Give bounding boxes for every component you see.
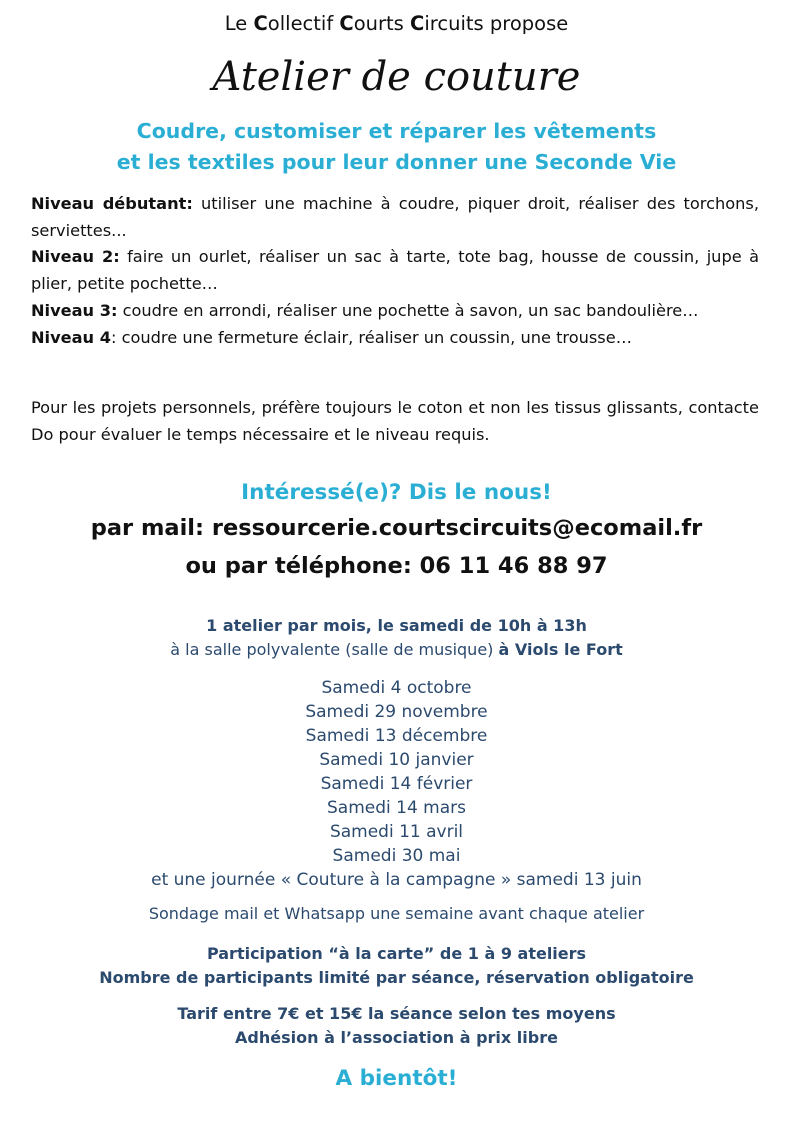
schedule-venue: à la salle polyvalente (salle de musique) à Viols le Fort xyxy=(170,640,623,659)
intro-word-2: ourts xyxy=(353,12,411,35)
subtitle xyxy=(0,116,793,178)
date-item-special: et une journée « Couture à la campagne » samedi 13 juin xyxy=(151,870,642,890)
date-item: Samedi 4 octobre xyxy=(321,678,472,698)
projects-paragraph: Pour les projets personnels, préfère toujours le coton et non les tissus glissants, contacte Do pour évaluer le temps nécessaire et le niveau requis. xyxy=(31,398,759,444)
schedule-info xyxy=(0,614,793,662)
level-label: Niveau 2: xyxy=(31,247,120,267)
pricing-line-2: Adhésion à l’association à prix libre xyxy=(235,1028,558,1047)
survey-note: Sondage mail et Whatsapp une semaine avant chaque atelier xyxy=(148,904,645,923)
page-title: Atelier de couture xyxy=(212,54,581,100)
closing-message: A bientôt! xyxy=(335,1066,458,1091)
intro-initial-c2: C xyxy=(339,12,354,35)
date-item: Samedi 13 décembre xyxy=(305,726,488,746)
date-item: Samedi 30 mai xyxy=(332,846,461,866)
intro-word-1: ollectif xyxy=(267,12,340,35)
participation-line-1: Participation “à la carte” de 1 à 9 ateliers xyxy=(206,944,587,963)
levels-list xyxy=(31,191,759,351)
subtitle-line-1: Coudre, customiser et réparer les vêtements xyxy=(136,119,657,143)
pricing-line-1: Tarif entre 7€ et 15€ la séance selon tes moyens xyxy=(177,1004,616,1023)
level-text: coudre en arrondi, réaliser une pochette à savon, un sac bandoulière… xyxy=(117,300,699,320)
level-item xyxy=(31,191,759,244)
interested-heading: Intéressé(e)? Dis le nous! xyxy=(241,480,552,505)
dates-list xyxy=(0,676,793,892)
participation-line-2: Nombre de participants limité par séance, réservation obligatoire xyxy=(99,968,694,987)
level-label: Niveau débutant: xyxy=(31,194,193,213)
contact-mail[interactable]: par mail: ressourcerie.courtscircuits@ecomail.fr xyxy=(90,515,703,541)
date-item: Samedi 14 février xyxy=(320,774,473,794)
level-label: Niveau 3: xyxy=(31,300,118,320)
level-text: : coudre une fermeture éclair, réaliser un coussin, une trousse… xyxy=(110,327,632,347)
level-item xyxy=(31,325,759,352)
participation-info xyxy=(0,942,793,990)
intro-prefix: Le xyxy=(224,12,254,35)
date-item: Samedi 11 avril xyxy=(329,822,464,842)
contact-phone[interactable]: ou par téléphone: 06 11 46 88 97 xyxy=(185,553,608,579)
pricing-info xyxy=(0,1002,793,1050)
date-item: Samedi 14 mars xyxy=(326,798,466,818)
level-item xyxy=(31,298,759,325)
date-item: Samedi 10 janvier xyxy=(319,750,474,770)
level-text: utiliser une machine à coudre, piquer droit, réaliser des torchons, serviettes... xyxy=(31,194,759,240)
schedule-frequency: 1 atelier par mois, le samedi de 10h à 13h xyxy=(206,616,587,635)
level-item xyxy=(31,244,759,297)
level-text: faire un ourlet, réaliser un sac à tarte, tote bag, housse de coussin, jupe à plier, petite pochette… xyxy=(31,247,759,294)
intro-word-3: ircuits propose xyxy=(424,12,569,35)
intro-initial-c3: C xyxy=(410,12,425,35)
intro-line xyxy=(0,12,793,35)
subtitle-line-2: et les textiles pour leur donner une Seconde Vie xyxy=(116,150,677,174)
date-item: Samedi 29 novembre xyxy=(305,702,488,722)
intro-initial-c1: C xyxy=(253,12,268,35)
level-label: Niveau 4 xyxy=(31,327,111,347)
